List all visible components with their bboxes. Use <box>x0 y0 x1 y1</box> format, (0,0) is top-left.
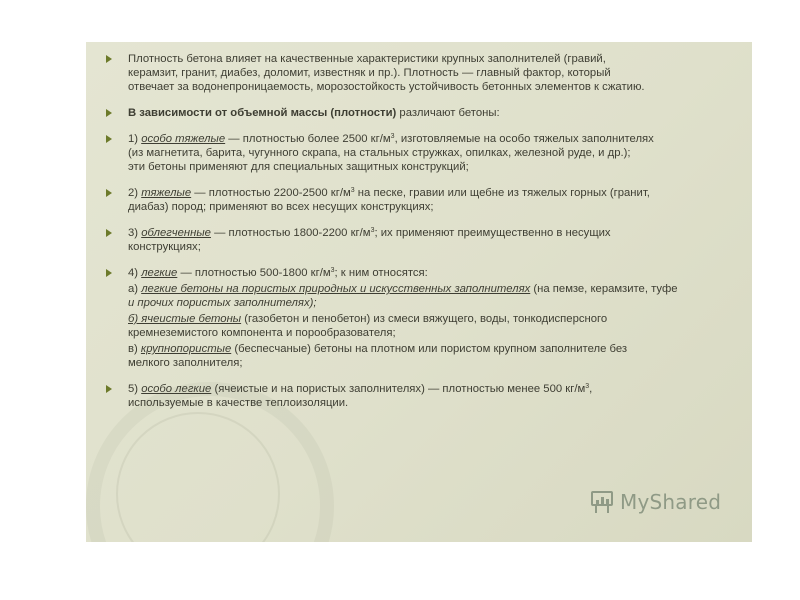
item-number: 2) <box>128 187 142 199</box>
text-line: (из магнетита, барита, чугунного скрапа, на стальных стружках, опилках, железной руде, и др.); <box>128 147 631 159</box>
bullet-item-4 <box>102 186 742 214</box>
term: крупнопористые <box>140 343 232 355</box>
text-span: (ячеистые и на пористых заполнителях) — плотностью менее 500 кг/м <box>211 383 586 395</box>
text-span: на песке, гравии или щебне из тяжелых горных (гранит, <box>354 187 650 199</box>
subitem-letter: а) <box>128 283 142 295</box>
bullet-item-3 <box>102 132 742 174</box>
bold-heading: В зависимости от объемной массы (плотности) <box>128 107 397 119</box>
text-span: ; их применяют преимущественно в несущих <box>374 227 611 239</box>
text-span: различают бетоны: <box>396 107 500 119</box>
superscript: 3 <box>350 187 355 194</box>
text-line: мелкого заполнителя; <box>128 357 243 369</box>
superscript: 3 <box>330 267 335 274</box>
text-line: конструкциях; <box>128 241 201 253</box>
slide <box>86 42 752 542</box>
text-span: — плотностью 1800-2200 кг/м <box>210 227 371 239</box>
bullet-arrow-icon <box>106 109 112 117</box>
item-number: 5) <box>128 383 142 395</box>
text-line: керамзит, гранит, диабез, доломит, известняк и пр.). Плотность — главный фактор, который <box>128 67 611 79</box>
term: легкие бетоны на пористых природных и искусственных заполнителях <box>141 283 531 295</box>
bullet-item-1 <box>102 52 742 94</box>
text-line: кремнеземистого компонента и порообразователя; <box>128 327 396 339</box>
text-line: Плотность бетона влияет на качественные характеристики крупных заполнителей (гравий, <box>128 53 606 65</box>
superscript: 3 <box>390 133 395 140</box>
item-number: 4) <box>128 267 142 279</box>
term: легкие <box>141 267 178 279</box>
term: особо легкие <box>141 383 212 395</box>
term: особо тяжелые <box>141 133 226 145</box>
bullet-arrow-icon <box>106 229 112 237</box>
text-line: диабаз) пород; применяют во всех несущих конструкциях; <box>128 201 434 213</box>
term: облегченные <box>141 227 211 239</box>
bullet-item-2 <box>102 106 742 120</box>
bullet-arrow-icon <box>106 55 112 63</box>
bullet-arrow-icon <box>106 269 112 277</box>
bullet-arrow-icon <box>106 135 112 143</box>
bullet-arrow-icon <box>106 189 112 197</box>
term: тяжелые <box>141 187 192 199</box>
text-span: — плотностью 2200-2500 кг/м <box>191 187 351 199</box>
item-number: 1) <box>128 133 142 145</box>
text-span: — плотностью более 2500 кг/м <box>225 133 391 145</box>
superscript: 3 <box>370 227 375 234</box>
bullet-arrow-icon <box>106 385 112 393</box>
slide-content <box>102 52 742 422</box>
item-number: 3) <box>128 227 142 239</box>
text-span: (газобетон и пенобетон) из смеси вяжущего, воды, тонкодисперсного <box>241 313 608 325</box>
bullet-item-6 <box>102 266 742 370</box>
text-span: (беспесчаные) бетоны на плотном или пористом крупном заполнителе без <box>231 343 628 355</box>
text-span: и прочих пористых заполнителях) <box>128 297 314 309</box>
superscript: 3 <box>585 383 590 390</box>
bullet-item-5 <box>102 226 742 254</box>
text-span: , <box>589 383 593 395</box>
text-span: ; <box>313 297 317 309</box>
myshared-logo <box>590 490 721 514</box>
term: б) ячеистые бетоны <box>128 313 242 325</box>
bullet-item-7 <box>102 382 742 410</box>
text-span: , изготовляемые на особо тяжелых заполнителях <box>394 133 654 145</box>
presentation-board-icon <box>590 491 616 513</box>
text-line: используемые в качестве теплоизоляции. <box>128 397 349 409</box>
logo-text: MyShared <box>620 490 722 514</box>
text-span: — плотностью 500-1800 кг/м <box>177 267 331 279</box>
text-line: отвечает за водонепроницаемость, морозостойкость устойчивость бетонных элементов к сжатию. <box>128 81 645 93</box>
text-span: (на пемзе, керамзите, туфе <box>530 283 678 295</box>
subitem-letter: в) <box>128 343 141 355</box>
text-line: эти бетоны применяют для специальных защитных конструкций; <box>128 161 469 173</box>
text-span: ; к ним относятся: <box>334 267 428 279</box>
